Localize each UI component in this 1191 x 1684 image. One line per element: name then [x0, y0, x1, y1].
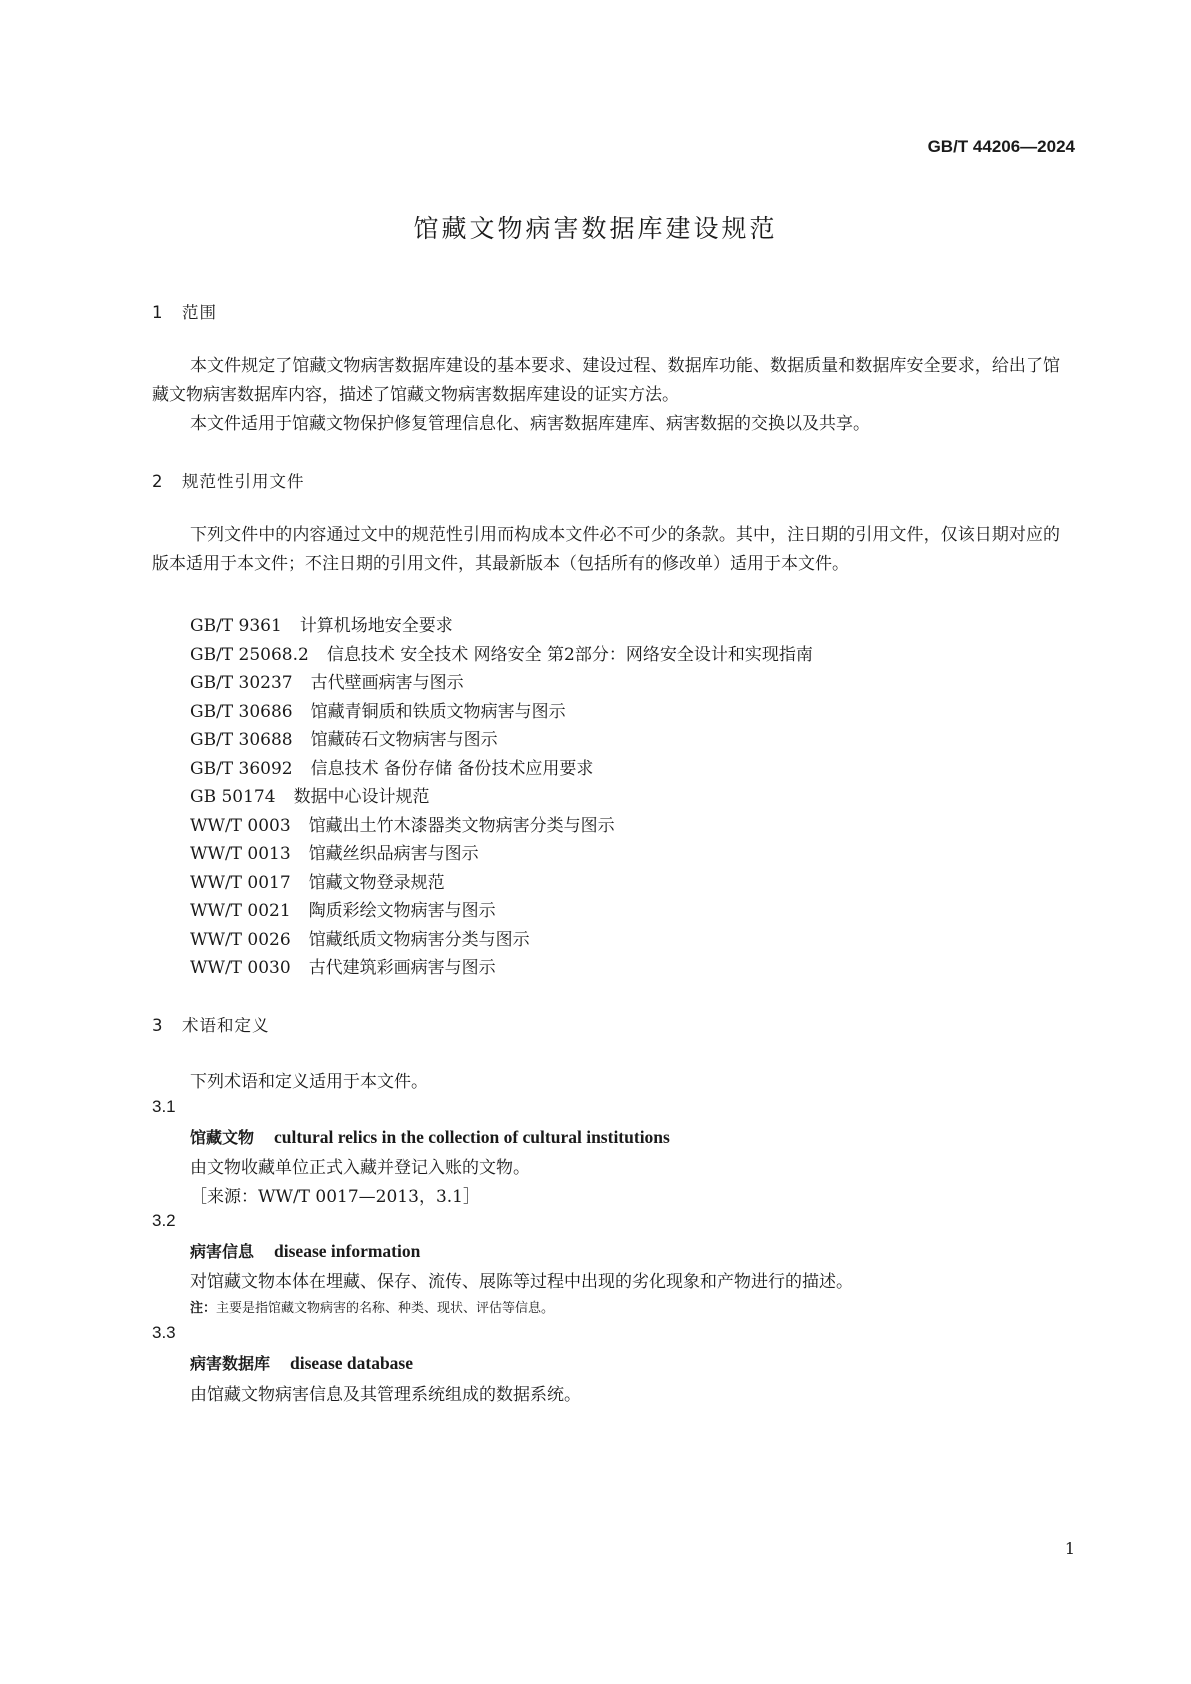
- ref-title: 馆藏纸质文物病害分类与图示: [308, 930, 530, 950]
- ref-title: 馆藏文物登录规范: [308, 873, 445, 893]
- normative-intro: 下列文件中的内容通过文中的规范性引用而构成本文件必不可少的条款。其中，注日期的引用文件，仅该日期对应的版本适用于本文件；不注日期的引用文件，其最新版本（包括所有的修改单）适用于本文件。: [152, 525, 1060, 574]
- ref-title: 馆藏砖石文物病害与图示: [310, 730, 498, 750]
- ref-code: WW/T 0013: [190, 844, 291, 864]
- standard-code: GB/T 44206—2024: [927, 137, 1075, 156]
- ref-item: [190, 896, 496, 921]
- ref-code: WW/T 0026: [190, 930, 291, 950]
- ref-title: 古代壁画病害与图示: [310, 673, 464, 693]
- ref-title: 古代建筑彩画病害与图示: [308, 958, 496, 978]
- ref-code: GB/T 36092: [190, 759, 293, 779]
- ref-code: GB/T 25068.2: [190, 645, 309, 665]
- term-heading: [190, 1239, 420, 1262]
- ref-item: [190, 697, 566, 722]
- term-en: disease information: [274, 1241, 421, 1261]
- term-heading: [190, 1125, 670, 1148]
- scope-paragraph-2: 本文件适用于馆藏文物保护修复管理信息化、病害数据库建库、病害数据的交换以及共享。: [190, 414, 870, 434]
- term-en: disease database: [290, 1353, 414, 1373]
- term-en: cultural relics in the collection of cultural institutions: [274, 1127, 670, 1147]
- ref-code: WW/T 0003: [190, 816, 291, 836]
- ref-item: [190, 668, 464, 693]
- term-definition: 由馆藏文物病害信息及其管理系统组成的数据系统。: [190, 1385, 581, 1405]
- term-number: 3.1: [152, 1097, 176, 1116]
- term-source: ［来源：WW/T 0017—2013，3.1］: [190, 1187, 480, 1207]
- document-title: 馆藏文物病害数据库建设规范: [413, 214, 778, 243]
- section-1-heading: [152, 299, 217, 323]
- ref-title: 馆藏青铜质和铁质文物病害与图示: [310, 702, 566, 722]
- note-text: 主要是指馆藏文物病害的名称、种类、现状、评估等信息。: [216, 1301, 555, 1316]
- term-zh: 馆藏文物: [190, 1128, 255, 1147]
- section-title: 术语和定义: [182, 1016, 270, 1035]
- ref-item: [190, 754, 593, 779]
- ref-code: WW/T 0017: [190, 873, 291, 893]
- ref-title: 计算机场地安全要求: [299, 616, 453, 636]
- ref-title: 馆藏出土竹木漆器类文物病害分类与图示: [308, 816, 615, 836]
- ref-title: 数据中心设计规范: [293, 787, 430, 807]
- term-number: 3.3: [152, 1323, 176, 1342]
- term-zh: 病害数据库: [190, 1354, 271, 1373]
- ref-item: [190, 868, 445, 893]
- section-2-heading: [152, 468, 305, 492]
- term-note: [190, 1297, 554, 1316]
- page-number: 1: [1064, 1539, 1075, 1558]
- ref-item: [190, 839, 479, 864]
- ref-title: 信息技术 安全技术 网络安全 第2部分：网络安全设计和实现指南: [326, 645, 813, 665]
- ref-item: [190, 611, 453, 636]
- section-number: 2: [152, 472, 164, 491]
- ref-title: 信息技术 备份存储 备份技术应用要求: [310, 759, 594, 779]
- ref-item: [190, 811, 615, 836]
- term-definition: 由文物收藏单位正式入藏并登记入账的文物。: [190, 1158, 530, 1178]
- section-number: 1: [152, 303, 164, 322]
- ref-item: [190, 925, 530, 950]
- terms-intro: 下列术语和定义适用于本文件。: [190, 1072, 428, 1092]
- ref-title: 馆藏丝织品病害与图示: [308, 844, 479, 864]
- ref-code: GB/T 30688: [190, 730, 293, 750]
- ref-code: WW/T 0021: [190, 901, 291, 921]
- ref-code: WW/T 0030: [190, 958, 291, 978]
- ref-item: [190, 640, 813, 665]
- term-zh: 病害信息: [190, 1242, 255, 1261]
- ref-code: GB/T 30237: [190, 673, 293, 693]
- ref-title: 陶质彩绘文物病害与图示: [308, 901, 496, 921]
- ref-code: GB/T 9361: [190, 616, 282, 636]
- scope-paragraph-1: 本文件规定了馆藏文物病害数据库建设的基本要求、建设过程、数据库功能、数据质量和数据库安全要求，给出了馆藏文物病害数据库内容，描述了馆藏文物病害数据库建设的证实方法。: [152, 356, 1060, 405]
- section-number: 3: [152, 1016, 164, 1035]
- term-definition: 对馆藏文物本体在埋藏、保存、流传、展陈等过程中出现的劣化现象和产物进行的描述。: [190, 1272, 853, 1292]
- note-label: 注：: [190, 1301, 217, 1316]
- ref-code: GB/T 30686: [190, 702, 293, 722]
- ref-item: [190, 782, 430, 807]
- ref-item: [190, 953, 496, 978]
- section-title: 规范性引用文件: [182, 472, 305, 491]
- term-number: 3.2: [152, 1211, 176, 1230]
- term-heading: [190, 1351, 413, 1374]
- ref-code: GB 50174: [190, 787, 276, 807]
- section-3-heading: [152, 1012, 270, 1036]
- section-title: 范围: [182, 303, 217, 322]
- ref-item: [190, 725, 498, 750]
